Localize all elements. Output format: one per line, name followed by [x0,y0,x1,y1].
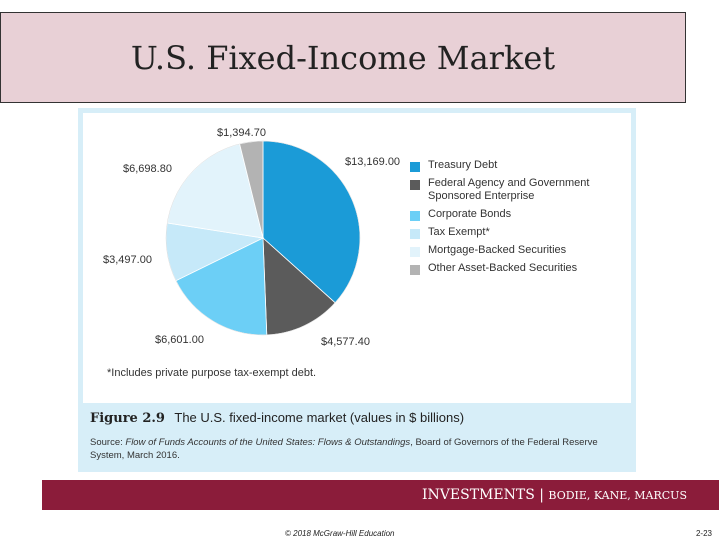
chart-area [83,113,631,403]
legend-swatch [410,229,420,239]
legend-swatch [410,162,420,172]
legend-label: Mortgage-Backed Securities [428,244,567,256]
source-prefix: Source: [90,437,126,448]
data-label-treasury: $13,169.00 [345,156,401,168]
footer-book-title: INVESTMENTS [422,487,535,503]
legend-label: Treasury Debt [428,159,498,171]
legend-label: Federal Agency and Government Sponsored Enterprise [428,177,590,202]
legend-swatch [410,180,420,190]
figure-caption [90,410,620,426]
pie-chart [83,113,413,403]
source-rest: , Board of Governors of the Federal Reserve System, March 2016. [90,437,598,461]
footer-separator: | [534,487,549,503]
copyright-notice: © 2018 McGraw-Hill Education [285,529,395,538]
footer-authors: BODIE, KANE, MARCUS [548,489,687,502]
legend-swatch [410,211,420,221]
slide-number: 2-23 [695,529,712,538]
slide-title: U.S. Fixed-Income Market [130,39,556,77]
legend-item-abs [410,262,625,275]
footer-branding [422,487,687,503]
legend-label: Other Asset-Backed Securities [428,262,578,274]
legend-item-treasury [410,159,625,172]
chart-footnote: *Includes private purpose tax-exempt debt. [107,367,317,379]
data-label-corporate: $6,601.00 [155,334,204,346]
source-title: Flow of Funds Accounts of the United States: Flows & Outstandings [125,437,411,448]
figure-caption-area [90,410,620,462]
data-label-tax-exempt: $3,497.00 [103,254,152,266]
figure-caption-text: The U.S. fixed-income market (values in $ billions) [174,410,465,425]
legend-item-mbs [410,244,625,257]
title-banner [0,12,686,103]
figure-number: Figure 2.9 [90,411,165,426]
legend-swatch [410,265,420,275]
chart-legend [410,159,625,280]
figure-source [90,436,620,462]
data-label-agency: $4,577.40 [321,336,370,348]
data-label-mbs: $6,698.80 [123,163,172,175]
legend-swatch [410,247,420,257]
legend-label: Corporate Bonds [428,208,512,220]
data-label-abs: $1,394.70 [217,127,266,139]
legend-item-agency [410,177,625,203]
footer-bar [42,480,719,510]
figure-panel [78,108,636,472]
legend-label: Tax Exempt* [428,226,490,238]
legend-item-tax-exempt [410,226,625,239]
legend-item-corporate [410,208,625,221]
